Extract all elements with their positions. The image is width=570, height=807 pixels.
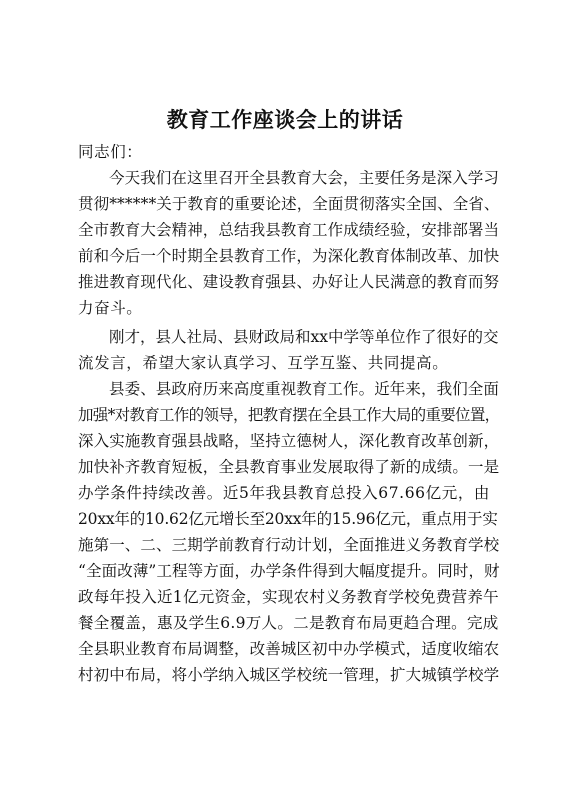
- body-line: 施第一、二、三期学前教育行动计划，全面推进义务教育学校: [78, 536, 500, 554]
- salutation: 同志们：: [78, 143, 143, 161]
- body-line: 贯彻******关于教育的重要论述，全面贯彻落实全国、全省、: [78, 195, 500, 213]
- body-line: 加强*对教育工作的领导，把教育摆在全县工作大局的重要位置，: [78, 406, 500, 424]
- body-line: 推进教育现代化、建设教育强县、办好让人民满意的教育而努: [78, 273, 500, 291]
- body-line: 20xx年的10.62亿元增长至20xx年的15.96亿元，重点用于实: [78, 510, 498, 528]
- body-line: 今天我们在这里召开全县教育大会，主要任务是深入学习: [109, 169, 500, 187]
- body-line: 前和今后一个时期全县教育工作，为深化教育体制改革、加快: [78, 247, 500, 265]
- body-line: 全市教育大会精神，总结我县教育工作成绩经验，安排部署当: [78, 221, 500, 239]
- body-line: 力奋斗。: [78, 299, 143, 317]
- body-line: “全面改薄”工程等方面，办学条件得到大幅度提升。同时，财: [78, 562, 500, 580]
- body-line: 全县职业教育布局调整，改善城区初中办学模式，适度收缩农: [78, 640, 500, 658]
- body-line: 村初中布局，将小学纳入城区学校统一管理，扩大城镇学校学: [78, 666, 500, 684]
- body-line: 流发言，希望大家认真学习、互学互鉴、共同提高。: [78, 354, 449, 372]
- body-line: 加快补齐教育短板，全县教育事业发展取得了新的成绩。一是: [78, 458, 500, 476]
- body-line: 政每年投入近1亿元资金，实现农村义务教育学校免费营养午: [78, 588, 499, 606]
- body-line: 深入实施教育强县战略，坚持立德树人，深化教育改革创新，: [78, 432, 500, 450]
- document-title: 教育工作座谈会上的讲话: [166, 108, 404, 132]
- body-line: 办学条件持续改善。近5年我县教育总投入67.66亿元，由: [78, 484, 491, 502]
- body-line: 刚才，县人社局、县财政局和xx中学等单位作了很好的交: [109, 328, 499, 346]
- body-line: 餐全覆盖，惠及学生6.9万人。二是教育布局更趋合理。完成: [78, 614, 499, 632]
- body-line: 县委、县政府历来高度重视教育工作。近年来，我们全面: [109, 380, 500, 398]
